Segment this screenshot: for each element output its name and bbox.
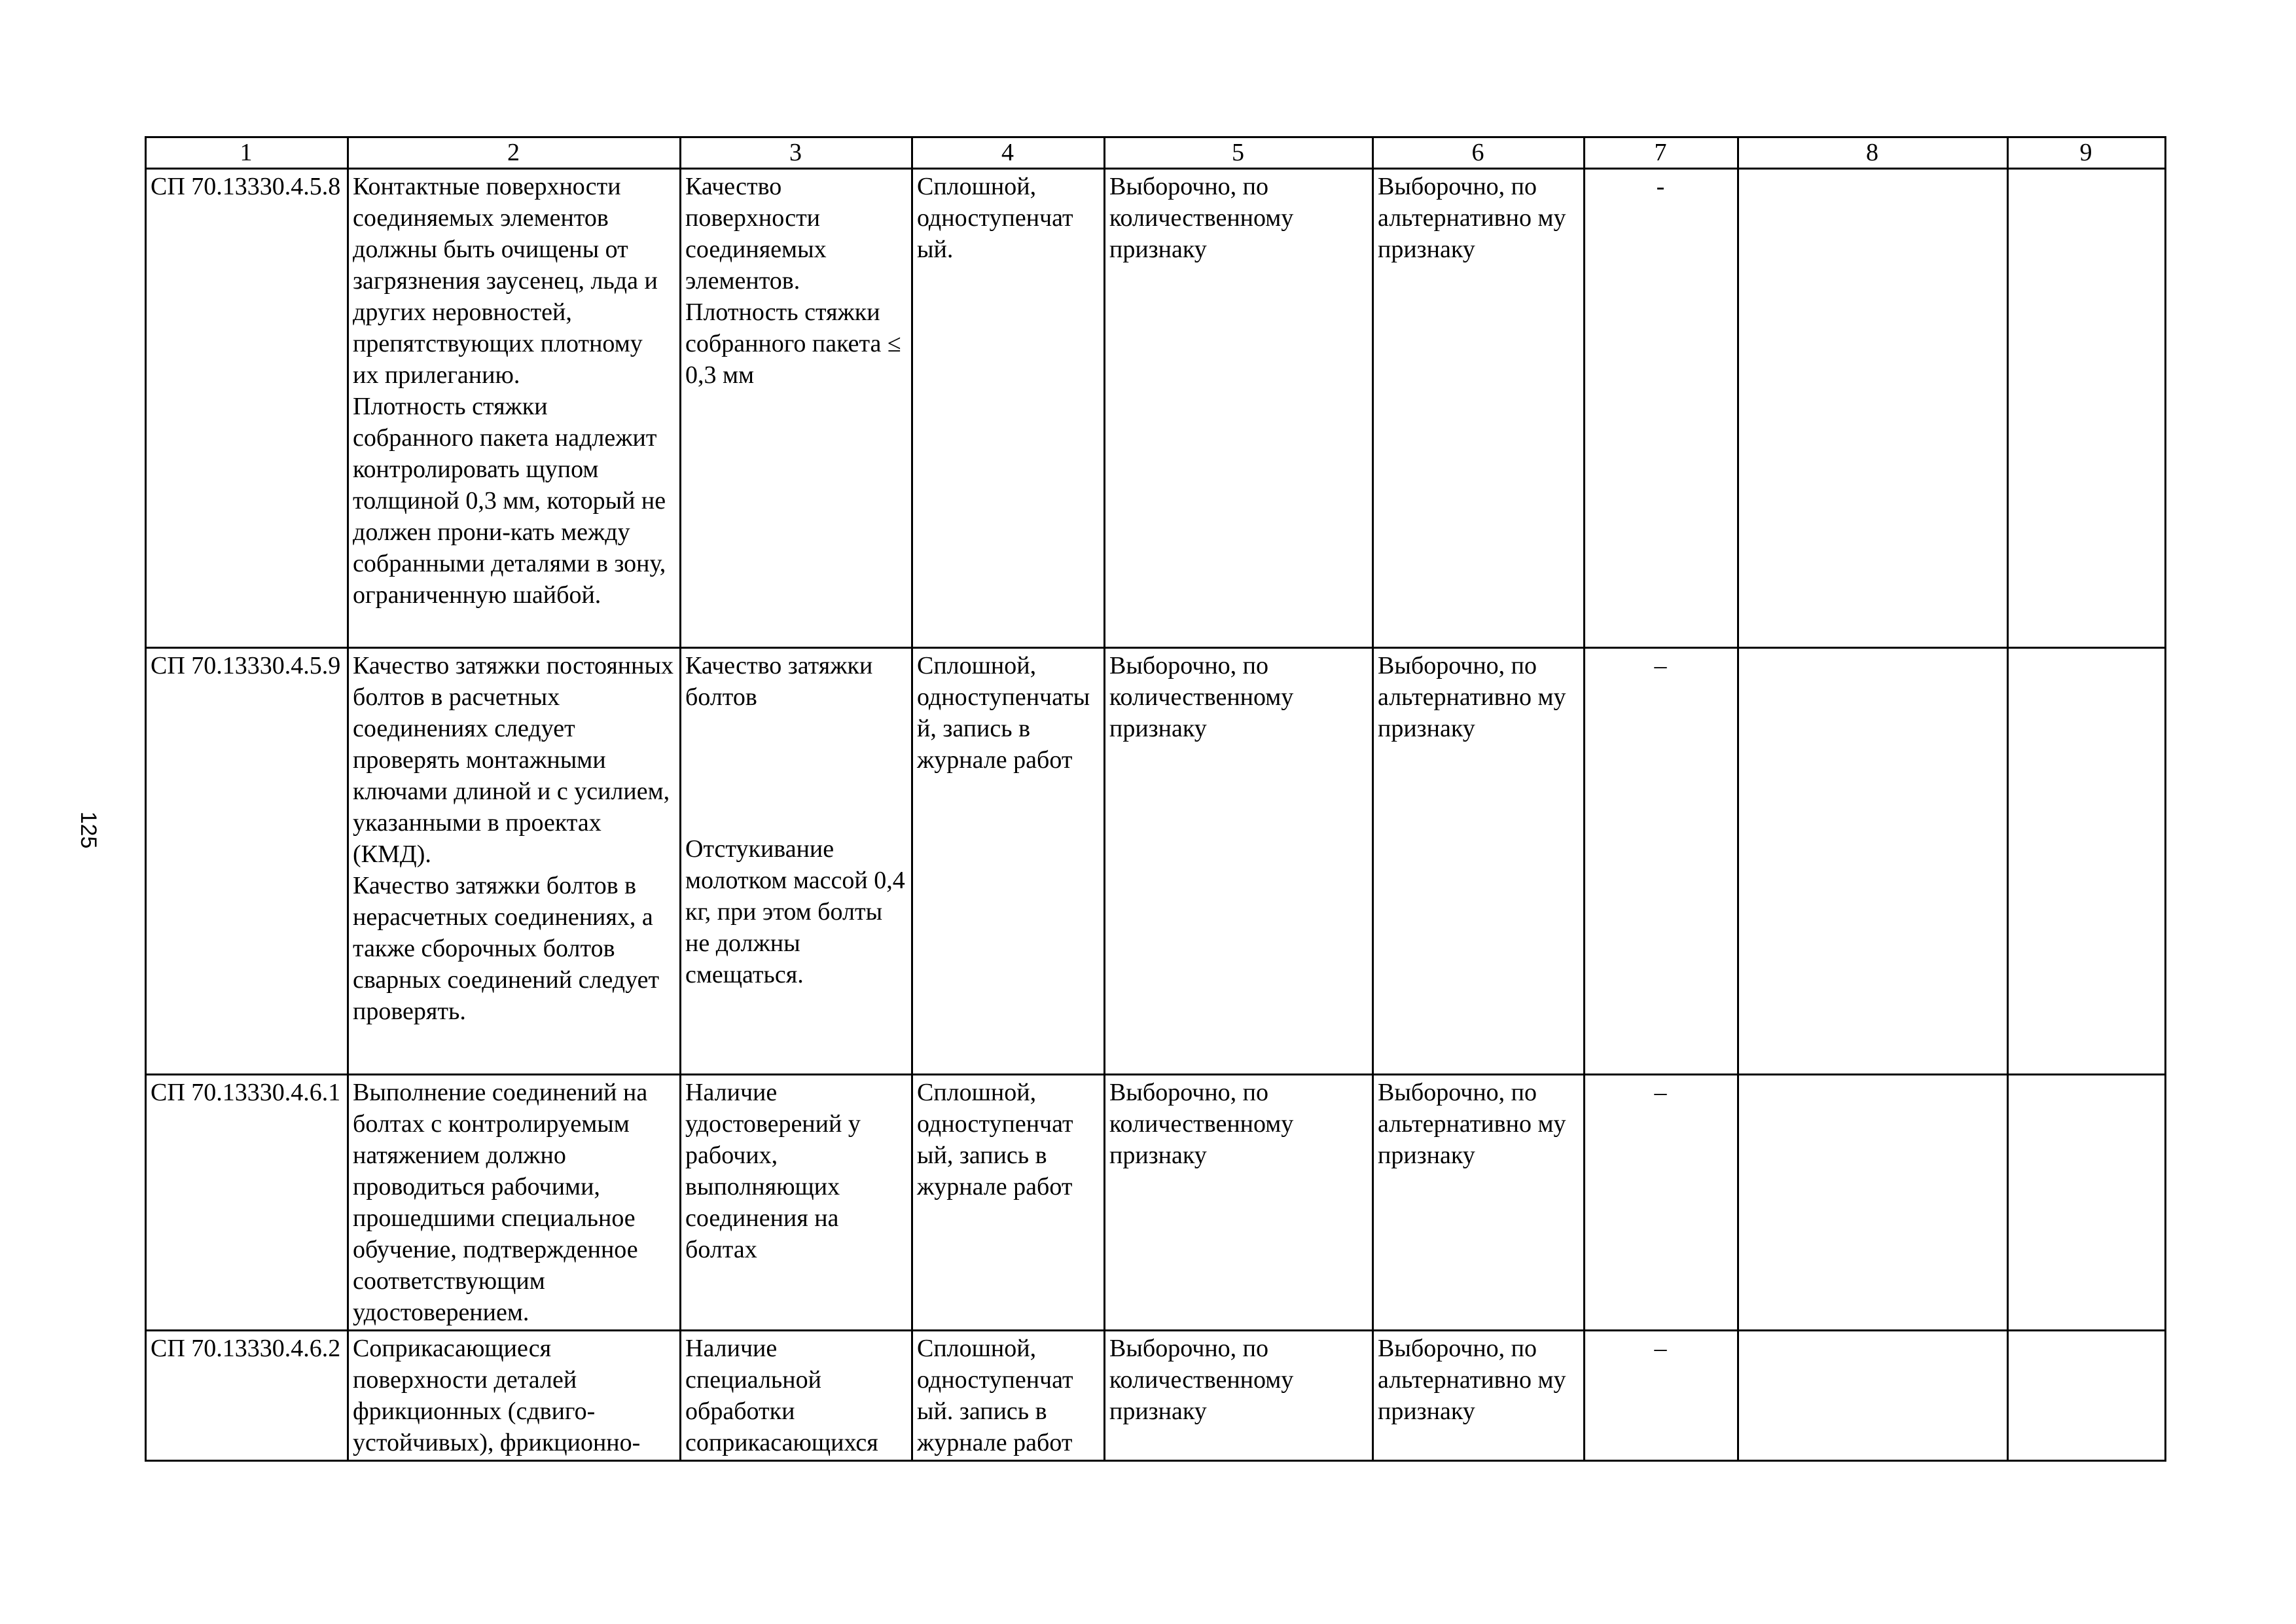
- column-8-cell: [1738, 1075, 2008, 1331]
- control-object-text: Качество затяжки болтов: [685, 652, 873, 711]
- column-6-cell: Выборочно, по альтернативно му признаку: [1373, 169, 1585, 648]
- table-header-row: [146, 137, 2166, 169]
- column-8-cell: [1738, 648, 2008, 1075]
- column-7-cell: –: [1585, 648, 1738, 1075]
- column-9-cell: [2008, 169, 2166, 648]
- control-object-cell: [681, 648, 912, 1075]
- control-object-text: Наличие специальной обработки соприкасающихся: [685, 1335, 878, 1456]
- column-5-cell: Выборочно, по количественному признаку: [1105, 648, 1373, 1075]
- table-row: [146, 648, 2166, 1075]
- column-5-cell: Выборочно, по количественному признаку: [1105, 1331, 1373, 1461]
- header-cell: 7: [1585, 137, 1738, 169]
- norm-reference-cell: [146, 648, 348, 1075]
- header-cell: 6: [1373, 137, 1585, 169]
- column-9-cell: [2008, 1331, 2166, 1461]
- control-object-cell: [681, 1075, 912, 1331]
- table-row: [146, 169, 2166, 648]
- column-9-cell: [2008, 648, 2166, 1075]
- column-5-cell: Выборочно, по количественному признаку: [1105, 1075, 1373, 1331]
- control-object-cell: [681, 169, 912, 648]
- column-6-cell: Выборочно, по альтернативно му признаку: [1373, 1075, 1585, 1331]
- column-9-cell: [2008, 1075, 2166, 1331]
- requirement-cell: [348, 169, 681, 648]
- requirement-cell: [348, 648, 681, 1075]
- control-method-cell: Сплошной, одноступенчат ый.: [912, 169, 1105, 648]
- norm-reference-cell: [146, 1331, 348, 1461]
- header-cell: 2: [348, 137, 681, 169]
- requirement-text: Качество затяжки болтов в нерасчетных соединениях, а также сборочных болтов сварных соединений следует проверять.: [353, 872, 660, 1025]
- header-cell: 3: [681, 137, 912, 169]
- norm-reference-cell: [146, 169, 348, 648]
- column-5-cell: Выборочно, по количественному признаку: [1105, 169, 1373, 648]
- control-object-cell: [681, 1331, 912, 1461]
- control-method-cell: Сплошной, одноступенчаты й, запись в журнале работ: [912, 648, 1105, 1075]
- control-method-cell: Сплошной, одноступенчат ый, запись в журнале работ: [912, 1075, 1105, 1331]
- spacer: [685, 713, 906, 833]
- column-7-cell: –: [1585, 1331, 1738, 1461]
- requirement-cell: [348, 1075, 681, 1331]
- requirement-text: Качество затяжки постоянных болтов в расчетных соединениях следует проверять монтажными ключами длиной и с усилием, указанными в проектах (КМД).: [353, 652, 674, 868]
- column-7-cell: –: [1585, 1075, 1738, 1331]
- norm-reference-cell: [146, 1075, 348, 1331]
- column-6-cell: Выборочно, по альтернативно му признаку: [1373, 648, 1585, 1075]
- requirement-text: Соприкасающиеся поверхности деталей фрикционных (сдвиго-устойчивых), фрикционно-: [353, 1335, 641, 1456]
- inspection-table: [145, 136, 2166, 1462]
- control-object-text: Плотность стяжки собранного пакета ≤ 0,3 мм: [685, 298, 901, 389]
- header-cell: 4: [912, 137, 1105, 169]
- control-object-text: Наличие удостоверений у рабочих, выполняющих соединения на болтах: [685, 1079, 861, 1263]
- norm-reference: СП 70.13330.4.5.8: [151, 173, 341, 200]
- requirement-text: Плотность стяжки собранного пакета надлежит контролировать щупом толщиной 0,3 мм, который не должен прони-кать между собранными деталями в зону, ограниченную шайбой.: [353, 393, 666, 609]
- norm-reference: СП 70.13330.4.6.2: [151, 1335, 341, 1362]
- column-7-cell: -: [1585, 169, 1738, 648]
- control-object-text: Отстукивание молотком массой 0,4 кг, при этом болты не должны смещаться.: [685, 835, 905, 988]
- header-cell: 5: [1105, 137, 1373, 169]
- requirement-text: Выполнение соединений на болтах с контролируемым натяжением должно проводиться рабочими, прошедшими специальное обучение, подтвержденное соответствующим удостоверением.: [353, 1079, 648, 1326]
- column-6-cell: Выборочно, по альтернативно му признаку: [1373, 1331, 1585, 1461]
- control-method-cell: Сплошной, одноступенчат ый. запись в журнале работ: [912, 1331, 1105, 1461]
- page-number: 125: [76, 811, 101, 849]
- norm-reference: СП 70.13330.4.6.1: [151, 1079, 341, 1106]
- header-cell: 1: [146, 137, 348, 169]
- column-8-cell: [1738, 169, 2008, 648]
- column-8-cell: [1738, 1331, 2008, 1461]
- norm-reference: СП 70.13330.4.5.9: [151, 652, 341, 679]
- table-row: [146, 1075, 2166, 1331]
- header-cell: 9: [2008, 137, 2166, 169]
- control-object-text: Качество поверхности соединяемых элементов.: [685, 173, 827, 295]
- table-row: [146, 1331, 2166, 1461]
- header-cell: 8: [1738, 137, 2008, 169]
- requirement-cell: [348, 1331, 681, 1461]
- requirement-text: Контактные поверхности соединяемых элементов должны быть очищены от загрязнения заусенец, льда и других неровностей, препятствующих плотному их прилеганию.: [353, 173, 658, 389]
